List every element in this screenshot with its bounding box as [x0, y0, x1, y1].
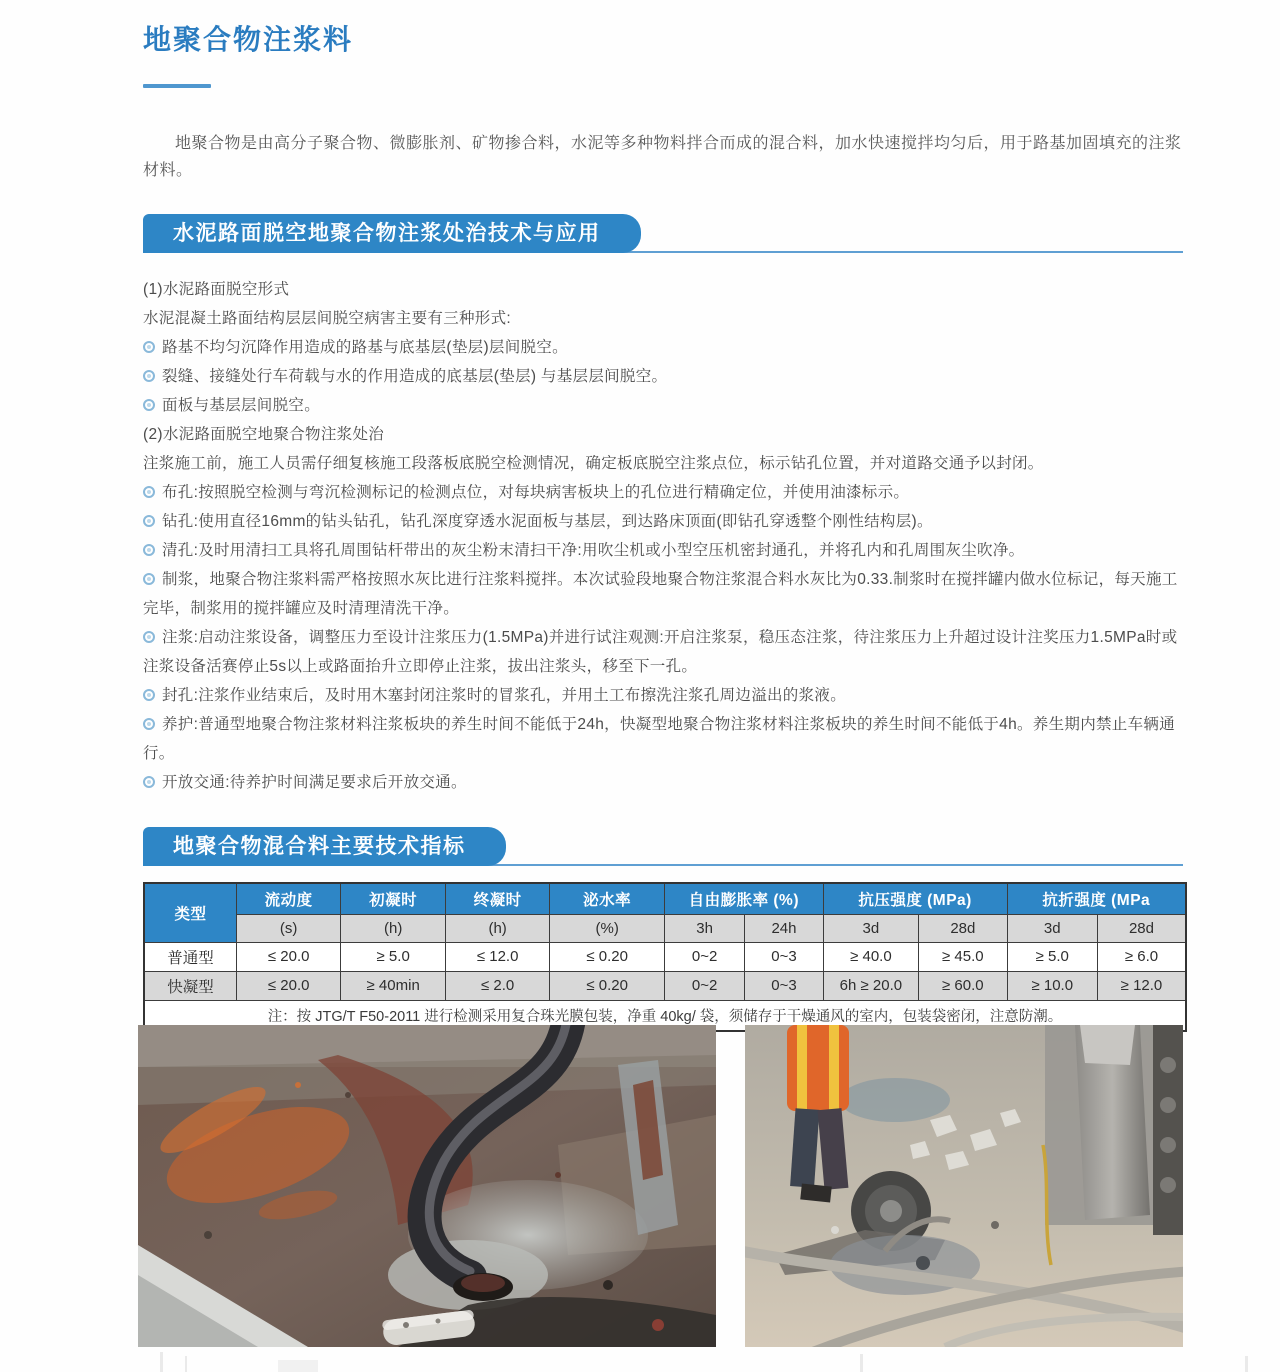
row-type-cell: 普通型 [144, 942, 236, 971]
ring-bullet-icon [143, 341, 155, 353]
section2-banner-wrap [143, 827, 1187, 866]
bullet-item [143, 681, 1187, 710]
bullet-item [143, 333, 1187, 362]
bullet-item [143, 507, 1187, 536]
bullet-item [143, 710, 1187, 768]
bullet-item [143, 536, 1187, 565]
paragraph-text: 面板与基层层间脱空。 [162, 397, 321, 414]
ring-bullet-icon [143, 573, 155, 585]
text-line [143, 449, 1187, 478]
spec-table [143, 882, 1187, 1032]
paragraph-text: (1)水泥路面脱空形式 [143, 281, 290, 298]
table-cell: 6h ≥ 20.0 [823, 971, 918, 1000]
paragraph-text: 水泥混凝土路面结构层层间脱空病害主要有三种形式: [143, 310, 512, 327]
column-subheader: 3h [664, 914, 744, 942]
column-group-header: 抗折强度 (MPa [1007, 883, 1186, 914]
table-cell: 0~2 [664, 942, 744, 971]
column-group-header: 终凝时 [445, 883, 549, 914]
title-underline [143, 84, 211, 88]
column-subheader: (%) [550, 914, 665, 942]
ring-bullet-icon [143, 689, 155, 701]
table-cell: ≥ 45.0 [919, 942, 1007, 971]
ghost-mark [1245, 1356, 1248, 1372]
table-subheader-row [144, 914, 1186, 942]
column-subheader: 24h [745, 914, 823, 942]
ring-bullet-icon [143, 718, 155, 730]
paragraph-text: 钻孔:使用直径16mm的钻头钻孔，钻孔深度穿透水泥面板与基层，到达路床顶面(即钻孔穿透整个刚性结构层)。 [162, 513, 933, 530]
table-cell: ≥ 10.0 [1007, 971, 1097, 1000]
intro-paragraph: 地聚合物是由高分子聚合物、微膨胀剂、矿物掺合料，水泥等多种物料拌合而成的混合料，加水快速搅拌均匀后，用于路基加固填充的注浆材料。 [143, 135, 1182, 179]
ring-bullet-icon [143, 370, 155, 382]
table-note: 注：按 JTG/T F50-2011 进行检测采用复合珠光膜包装，净重 40kg/ 袋，须储存于干燥通风的室内，包装袋密闭，注意防潮。 [144, 1000, 1186, 1031]
bullet-item [143, 623, 1187, 681]
table-cell: 0~3 [745, 971, 823, 1000]
table-cell: ≥ 5.0 [341, 942, 445, 971]
table-header-row [144, 883, 1186, 914]
column-group-header: 自由膨胀率 (%) [664, 883, 823, 914]
ring-bullet-icon [143, 515, 155, 527]
paragraph-text: 封孔:注浆作业结束后，及时用木塞封闭注浆时的冒浆孔，并用土工布擦洗注浆孔周边溢出的浆液。 [162, 687, 847, 704]
section2-banner: 地聚合物混合料主要技术指标 [143, 827, 506, 866]
page-title: 地聚合物注浆料 [143, 24, 354, 55]
section1-banner-wrap [143, 214, 1187, 253]
ghost-mark [278, 1360, 318, 1372]
bullet-item [143, 391, 1187, 420]
table-row [144, 971, 1186, 1000]
text-line [143, 275, 1187, 304]
table-cell: ≤ 2.0 [445, 971, 549, 1000]
bullet-item [143, 362, 1187, 391]
ghost-mark [160, 1352, 163, 1372]
ring-bullet-icon [143, 544, 155, 556]
column-subheader: (s) [236, 914, 340, 942]
table-cell: ≥ 40min [341, 971, 445, 1000]
section1-paragraphs [143, 275, 1187, 797]
ring-bullet-icon [143, 776, 155, 788]
column-subheader: 3d [823, 914, 918, 942]
table-cell: ≤ 0.20 [550, 942, 665, 971]
paragraph-text: 路基不均匀沉降作用造成的路基与底基层(垫层)层间脱空。 [162, 339, 568, 356]
paragraph-text: 注浆:启动注浆设备，调整压力至设计注浆压力(1.5MPa)并进行试注观测:开启注浆泵，稳压态注浆，待注浆压力上升超过设计注奖压力1.5MPa时或注浆设备活赛停止5s以上或路面抬升立即停止注浆，拔出注浆头，移至下一孔。 [143, 629, 1178, 675]
bullet-item [143, 565, 1187, 623]
section1-banner: 水泥路面脱空地聚合物注浆处治技术与应用 [143, 214, 641, 253]
table-corner-cell: 类型 [144, 883, 236, 942]
paragraph-text: 注浆施工前，施工人员需仔细复核施工段落板底脱空检测情况，确定板底脱空注浆点位，标示钻孔位置，并对道路交通予以封闭。 [143, 455, 1044, 472]
column-subheader: 3d [1007, 914, 1097, 942]
photo-grouting-worksite [745, 1025, 1183, 1347]
column-group-header: 流动度 [236, 883, 340, 914]
ring-bullet-icon [143, 486, 155, 498]
text-line [143, 420, 1187, 449]
table-cell: ≥ 40.0 [823, 942, 918, 971]
column-subheader: (h) [341, 914, 445, 942]
column-group-header: 抗压强度 (MPa) [823, 883, 1007, 914]
bullet-item [143, 768, 1187, 797]
table-cell: ≤ 20.0 [236, 971, 340, 1000]
paragraph-text: 开放交通:待养护时间满足要求后开放交通。 [162, 774, 467, 791]
bullet-item [143, 478, 1187, 507]
ghost-mark [185, 1356, 187, 1372]
table-cell: ≤ 12.0 [445, 942, 549, 971]
table-row [144, 942, 1186, 971]
table-cell: ≥ 12.0 [1097, 971, 1186, 1000]
column-subheader: 28d [1097, 914, 1186, 942]
ring-bullet-icon [143, 631, 155, 643]
table-cell: ≤ 0.20 [550, 971, 665, 1000]
table-cell: ≥ 5.0 [1007, 942, 1097, 971]
photo-row [138, 1025, 1184, 1347]
paragraph-text: (2)水泥路面脱空地聚合物注浆处治 [143, 426, 385, 443]
paragraph-text: 布孔:按照脱空检测与弯沉检测标记的检测点位，对每块病害板块上的孔位进行精确定位，并使用油漆标示。 [162, 484, 910, 501]
table-cell: ≤ 20.0 [236, 942, 340, 971]
ghost-mark [860, 1354, 863, 1372]
table-cell: 0~3 [745, 942, 823, 971]
photo-grouting-hose-closeup [138, 1025, 716, 1347]
paragraph-text: 制浆，地聚合物注浆料需严格按照水灰比进行注浆料搅拌。本次试验段地聚合物注浆混合料水灰比为0.33.制浆时在搅拌罐内做水位标记，每天施工完毕，制浆用的搅拌罐应及时清理清洗干净。 [143, 571, 1178, 617]
ring-bullet-icon [143, 399, 155, 411]
row-type-cell: 快凝型 [144, 971, 236, 1000]
paragraph-text: 裂缝、接缝处行车荷载与水的作用造成的底基层(垫层) 与基层层间脱空。 [162, 368, 668, 385]
text-line [143, 304, 1187, 333]
table-cell: ≥ 6.0 [1097, 942, 1186, 971]
table-cell: 0~2 [664, 971, 744, 1000]
table-cell: ≥ 60.0 [919, 971, 1007, 1000]
column-subheader: 28d [919, 914, 1007, 942]
paragraph-text: 养护:普通型地聚合物注浆材料注浆板块的养生时间不能低于24h，快凝型地聚合物注浆材料注浆板块的养生时间不能低于4h。养生期内禁止车辆通行。 [143, 716, 1176, 762]
column-group-header: 初凝时 [341, 883, 445, 914]
column-subheader: (h) [445, 914, 549, 942]
paragraph-text: 清孔:及时用清扫工具将孔周围钻杆带出的灰尘粉末清扫干净:用吹尘机或小型空压机密封通孔，并将孔内和孔周围灰尘吹净。 [162, 542, 1025, 559]
column-group-header: 泌水率 [550, 883, 665, 914]
